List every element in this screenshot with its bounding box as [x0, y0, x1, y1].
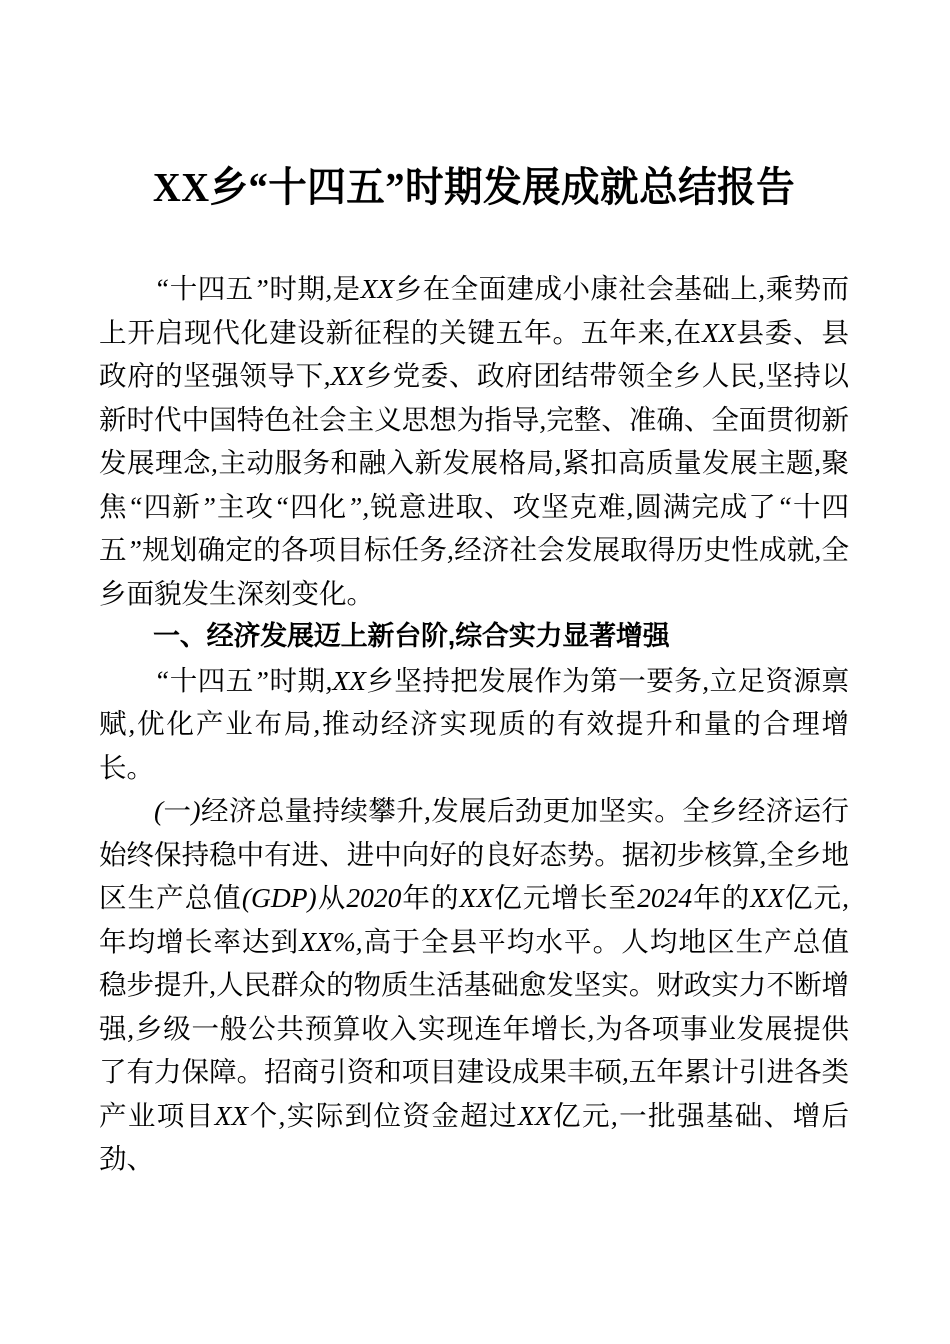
paragraph-section-1-item-1: (一)经济总量持续攀升,发展后劲更加坚实。全乡经济运行始终保持稳中有进、进中向好的良好态势。据初步核算,全乡地区生产总值(GDP)从2020年的XX亿元增长至2024年的XX亿元,年均增长率达到XX%,高于全县平均水平。人均地区生产总值稳步提升,人民群众的物质生活基础愈发坚实。财政实力不断增强,乡级一般公共预算收入实现连年增长,为各项事业发展提供了有力保障。招商引资和项目建设成果丰硕,五年累计引进各类产业项目XX个,实际到位资金超过XX亿元,一批强基础、增后劲、: [99, 795, 849, 1174]
document-content: [99, 0, 849, 1181]
section-heading-1: 一、经济发展迈上新台阶,综合实力显著增强: [153, 621, 670, 651]
paragraph-section-1-intro: “十四五”时期,XX乡坚持把发展作为第一要务,立足资源禀赋,优化产业布局,推动经济实现质的有效提升和量的合理增长。: [99, 664, 849, 783]
title-body-spacer: [99, 214, 849, 267]
paragraph-intro: “十四五”时期,是XX乡在全面建成小康社会基础上,乘势而上开启现代化建设新征程的关键五年。五年来,在XX县委、县政府的坚强领导下,XX乡党委、政府团结带领全乡人民,坚持以新时代中国特色社会主义思想为指导,完整、准确、全面贯彻新发展理念,主动服务和融入新发展格局,紧扣高质量发展主题,聚焦“四新”主攻“四化”,锐意进取、攻坚克难,圆满完成了“十四五”规划确定的各项目标任务,经济社会发展取得历史性成就,全乡面貌发生深刻变化。: [99, 273, 849, 609]
page-title: XX乡“十四五”时期发展成就总结报告: [152, 164, 796, 210]
